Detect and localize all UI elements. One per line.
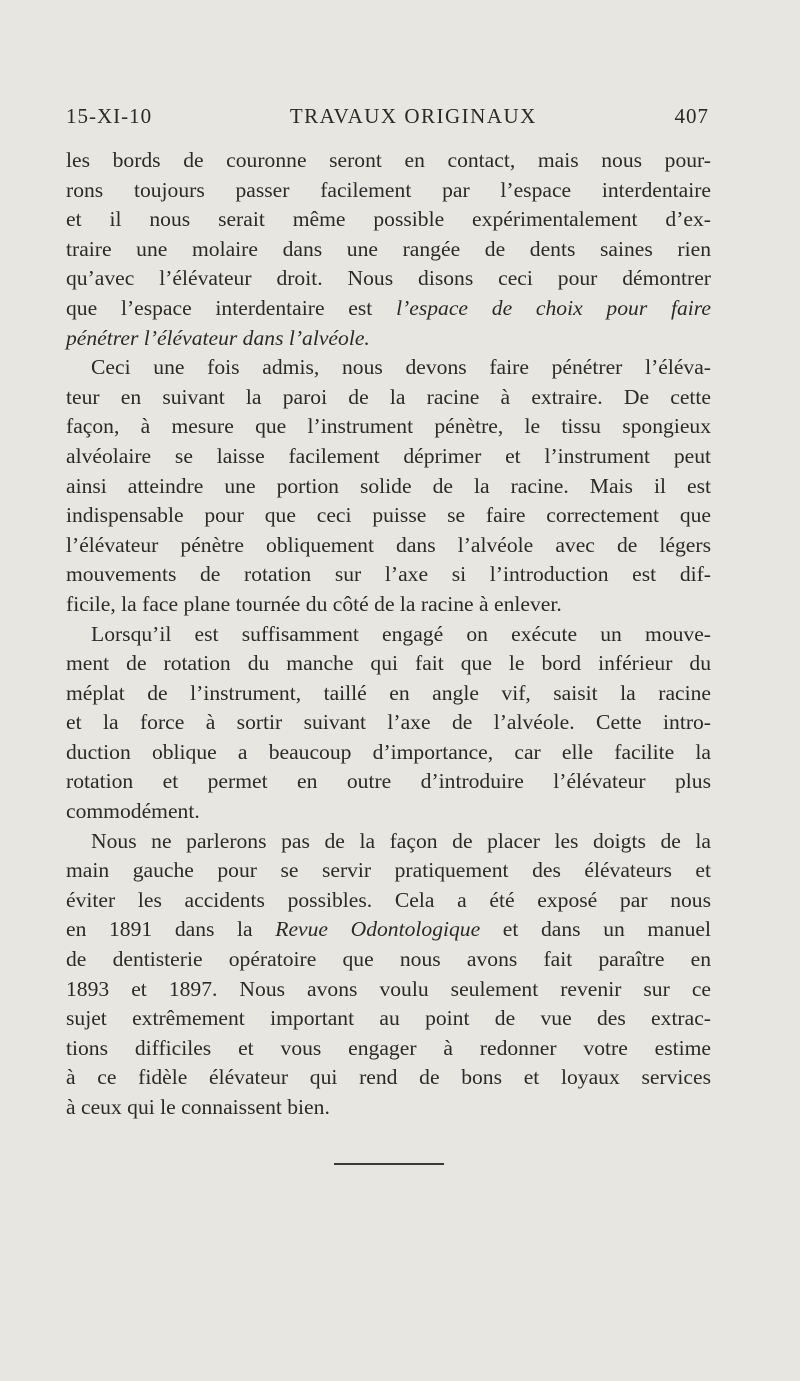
header-title: TRAVAUX ORIGINAUX — [289, 104, 537, 128]
text-segment: que l’espace interdentaire est — [66, 295, 397, 320]
text-line: sujet extrêmement important au point de vue des extrac- — [66, 1006, 711, 1031]
text-line: de dentisterie opératoire que nous avons fait paraître en — [66, 947, 711, 972]
emphasis-text: pénétrer l’élévateur dans l’alvéole. — [66, 325, 370, 350]
text-line: 1893 et 1897. Nous avons voulu seulement revenir sur ce — [66, 976, 711, 1001]
text-line: et la force à sortir suivant l’axe de l’alvéole. Cette intro- — [66, 710, 711, 735]
text-line — [66, 294, 711, 324]
text-line: qu’avec l’élévateur droit. Nous disons ceci pour démontrer — [66, 266, 711, 291]
text-line — [66, 324, 711, 354]
closing-rule — [334, 1163, 444, 1165]
text-line: ainsi atteindre une portion solide de la racine. Mais il est — [66, 473, 711, 498]
paragraph-start: Nous ne parlerons pas de la façon de placer les doigts de la — [91, 828, 711, 853]
running-header — [66, 104, 709, 129]
header-date: 15-XI-10 — [66, 104, 153, 128]
text-line: l’élévateur pénètre obliquement dans l’alvéole avec de légers — [66, 532, 711, 557]
text-line: duction oblique a beaucoup d’importance, car elle facilite la — [66, 739, 711, 764]
text-line — [66, 915, 711, 945]
text-line: rons toujours passer facilement par l’espace interdentaire — [66, 177, 711, 202]
text-line: traire une molaire dans une rangée de dents saines rien — [66, 236, 711, 261]
paragraph-start: Ceci une fois admis, nous devons faire pénétrer l’éléva- — [91, 355, 711, 380]
page-number: 407 — [674, 104, 709, 128]
text-segment: en 1891 dans la — [66, 917, 276, 942]
journal-title: Revue Odontologique — [275, 917, 481, 942]
text-line: indispensable pour que ceci puisse se faire correctement que — [66, 503, 711, 528]
text-line: tions difficiles et vous engager à redonner votre estime — [66, 1035, 711, 1060]
text-line: éviter les accidents possibles. Cela a été exposé par nous — [66, 887, 711, 912]
text-line: mouvements de rotation sur l’axe si l’introduction est dif- — [66, 562, 711, 587]
emphasis-text: l’espace de choix pour faire — [396, 295, 711, 320]
text-line: rotation et permet en outre d’introduire l’élévateur plus — [66, 769, 711, 794]
text-segment: et dans un manuel — [480, 917, 711, 942]
text-line: ficile, la face plane tournée du côté de la racine à enlever. — [66, 591, 562, 616]
text-line: commodément. — [66, 799, 200, 824]
paragraph-start: Lorsqu’il est suffisamment engagé on exécute un mouve- — [91, 621, 711, 646]
text-line: alvéolaire se laisse facilement déprimer et l’instrument peut — [66, 443, 711, 468]
text-line: à ceux qui le connaissent bien. — [66, 1095, 330, 1119]
text-line: les bords de couronne seront en contact, mais nous pour- — [66, 148, 711, 172]
text-line: à ce fidèle élévateur qui rend de bons et loyaux services — [66, 1065, 711, 1090]
body-text — [66, 146, 711, 1123]
text-line: méplat de l’instrument, taillé en angle vif, saisit la racine — [66, 680, 711, 705]
text-line: teur en suivant la paroi de la racine à extraire. De cette — [66, 384, 711, 409]
text-line: main gauche pour se servir pratiquement des élévateurs et — [66, 858, 711, 883]
text-line: ment de rotation du manche qui fait que le bord inférieur du — [66, 651, 711, 676]
text-line: et il nous serait même possible expérimentalement d’ex- — [66, 207, 711, 232]
text-line: façon, à mesure que l’instrument pénètre, le tissu spongieux — [66, 414, 711, 439]
